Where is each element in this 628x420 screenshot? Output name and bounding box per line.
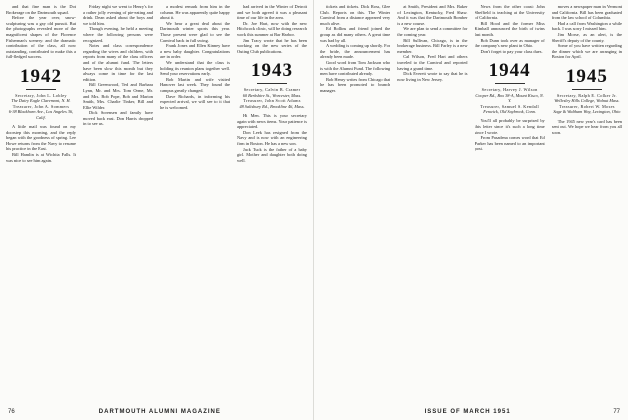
paragraph: Bill Hood and the former Miss Kimball announced the birth of twins last month. <box>474 20 545 37</box>
left-column-3 <box>160 4 230 398</box>
treasurer-address: 48 Salisbury Rd., Brookline 46, Mass. <box>239 103 305 109</box>
secretary-name: Secretary, John L. Lobley <box>15 92 67 98</box>
paragraph: Dick Everett wrote to say that he is now living in New Jersey. <box>397 71 468 82</box>
treasurer-address: Fenwick, Old Saybrook, Conn. <box>483 108 537 114</box>
secretary-name: Secretary, Ralph E. Colker Jr. <box>556 92 617 98</box>
paragraph: Jack Tuck is the father of a baby girl. Mother and daughter both doing well. <box>237 146 307 163</box>
treasurer-address: 6-38 Blackburn Ave., Los Angeles 36, Calif. <box>8 109 74 120</box>
treasurer-name: Treasurer, John Scott Adams <box>243 98 301 104</box>
left-column-2 <box>83 4 153 398</box>
class-year: 1942 <box>20 65 62 87</box>
paragraph: and that fine man is the Dot Brokerage on the Dartmouth squad. <box>6 4 76 15</box>
treasurer-name: Treasurer, Samuel S. Kendall <box>480 103 540 109</box>
secretary-address: The Dairy Eagle Claremont, N. H. <box>11 98 71 104</box>
paragraph: Don Leek has resigned from the Navy and is now with an engineering firm in Boston. He has a new son. <box>237 129 307 146</box>
divider <box>572 89 602 90</box>
right-column-2 <box>397 4 467 398</box>
paragraph: Ed Rollins and friend joined the group as did many others. A great time was had by all. <box>320 26 391 43</box>
left-column-4 <box>237 4 307 398</box>
paragraph: Good word from Tom Jackson who is with the Alumni Fund. The following men have contributed already. <box>320 59 391 77</box>
running-title: DARTMOUTH ALUMNI MAGAZINE <box>98 409 221 415</box>
paragraph: Jim Morse, as an alert, is the Sheriff's deputy of the county. <box>551 31 622 43</box>
left-page-columns <box>6 4 307 398</box>
paragraph: Bill Hamlin is at Wichita Falls. It was nice to see him again. <box>6 151 76 163</box>
divider <box>257 83 287 84</box>
paragraph: A little mail was found on my doorstep this morning, and the reply began with the goodness of spring. Lee Howe returns from the Navy to resume his practice in the East. <box>6 123 76 152</box>
class-year: 1943 <box>251 60 293 82</box>
paragraph: Dave Richards, in informing his expected arrival, we will see to it that he is welcomed. <box>160 93 230 110</box>
left-page-footer <box>8 409 305 415</box>
secretary-address: 60 Berkshire St., Worcester, Mass. <box>242 92 302 98</box>
right-page-columns <box>320 4 622 398</box>
treasurer-name: Treasurer, John A. Sommers <box>12 103 70 109</box>
paragraph: Bill Sullivan, Chicago, is in the brokerage business. Bill Farley is a new member. <box>397 37 468 54</box>
paragraph: Though evening, he held a meeting where the following persons were recognized. <box>83 26 153 43</box>
paragraph: at Smith, President and Mrs. Baker of Lexington, Kentucky, Fred Shaw. And it was that the Dartmouth Bomber is a new course. <box>397 4 468 26</box>
paragraph: Frank Jones and Ellen Kinney have a new baby daughter. Congratulations are in order. <box>160 43 230 60</box>
paragraph: tickets and tickets. Dick Ross, Glee Club. Reports on this. The Winter Carnival from a distance appeared very much alive. <box>320 4 391 26</box>
paragraph: From Pasadena comes word that Ed Parker has been named to an important post. <box>474 135 545 152</box>
divider <box>495 83 525 84</box>
paragraph: Bob Martin and wife visited Hanover last week. They found the campus greatly changed. <box>160 76 230 93</box>
paragraph: Bob Henry writes from Chicago that he has been promoted to branch manager. <box>320 76 391 93</box>
class-heading-1944 <box>475 60 545 114</box>
paragraph: We are plan to send a committee for the coming year. <box>397 26 468 37</box>
right-page <box>314 0 628 420</box>
secretary-name: Secretary, Harvey J. Wilson <box>481 87 538 93</box>
paragraph: Dr. Joe Hart, now with the new Hitchcock clinic, will be doing research work this summer at Bar Harbor. <box>237 20 307 37</box>
paragraph: a modest remark from him in the column. He was apparently quite happy about it. <box>160 4 230 21</box>
secretary-address: Cooper Rd., Box 38-A, Mount Kisco, N. Y. <box>475 92 544 104</box>
paragraph: Before the year over, snow-sculpturing was a gay old pursuit. But the photographs revealed more of the magnificent shapes of the Florence Fisherman's scenery: and the dramatic contribution of the class, all now outstanding, contributed to make this a full-fledged success. <box>6 15 76 60</box>
paragraph: The 1945 new year's card has been sent out. We hope we hear from you all soon. <box>551 118 622 135</box>
class-year: 1944 <box>488 60 531 82</box>
right-page-footer <box>322 409 620 415</box>
paragraph: had arrived in the Winter of Detroit and we both agreed it was a pleasant time of our life in the area. <box>237 4 307 21</box>
paragraph: Friday night we went to Henry's for a rather jolly evening of pie-eating and drink. Dean asked about the boys and we told him. <box>83 4 153 26</box>
secretary-address: Wellesley Hills College, Walnut Mass. <box>554 98 620 104</box>
paragraph: Had a call from Washington a while back. I was sorry I missed him. <box>551 20 622 32</box>
right-column-1 <box>320 4 390 398</box>
left-column-1 <box>6 4 76 398</box>
treasurer-address: Sage & Waltham Way, Lexington, Ohio <box>553 109 621 115</box>
class-heading-1945 <box>552 66 622 115</box>
paragraph: Notes and class correspondence regarding the wives and children, with reports from many of the class officers and of the alumni fund. The letters have been slow this month but they always come in time for the last edition. <box>83 43 153 82</box>
right-column-4 <box>552 4 622 398</box>
page-number: 76 <box>8 409 15 415</box>
right-column-3 <box>475 4 545 398</box>
class-heading-1942 <box>6 66 76 120</box>
paragraph: Dick Sorensen and family have moved back east. Don Harris dropped in to see us. <box>83 110 153 127</box>
paragraph: We hear a great deal about the Dartmouth winter sports this year. Those present were glad to see the Carnival back in full swing. <box>160 20 230 43</box>
page-number: 77 <box>613 409 620 415</box>
paragraph: News from the other coast: John Sheffield is teaching at the University of California. <box>474 4 545 21</box>
class-heading-1943 <box>237 60 307 109</box>
running-title: ISSUE OF MARCH 1951 <box>424 409 511 415</box>
paragraph: Bob Dunn took over as manager of the company's new plant in Ohio. <box>474 37 545 49</box>
paragraph: Hi Men. This is your secretary again with news items. Your patience is appreciated. <box>237 112 307 130</box>
paragraph: You'll all probably be surprised by this letter since it's such a long time since I wrote. <box>474 118 545 135</box>
paragraph: Cal Wilson, Fred Hart and others traveled to the Carnival and reported having a grand time. <box>397 54 468 71</box>
paragraph: moves a newspaper man in Vermont and California. Bill has been graduated from the law school of Columbia. <box>551 4 622 21</box>
class-year: 1945 <box>565 65 608 87</box>
paragraph: We understand that the class is holding its reunion plans together well. Send your reservations early. <box>160 59 230 77</box>
secretary-name: Secretary, Calvin B. Cramer <box>243 87 301 93</box>
paragraph: Bill Greenwood, Ted and Barbara Lynn, Mr. and Mrs. Tom Orme, Mr. and Mrs. Bob Pope, Bob and Marion Smith, Mrs. Charlie Tinker, Bill and Ellie Wilder. <box>83 82 153 110</box>
paragraph: A wedding is coming up shortly. For the bride, the announcement has already been made. <box>320 43 391 60</box>
treasurer-name: Treasurer, Robert W. Moses <box>558 103 615 109</box>
paragraph: Jim Tracy wrote that he has been working on the new series of the Outing Club publications. <box>237 37 307 54</box>
divider <box>26 89 56 90</box>
paragraph: Some of you have written regarding the dinner which we are arranging in Boston for April. <box>551 43 622 60</box>
paragraph: Don't forget to pay your class dues. <box>480 48 543 54</box>
